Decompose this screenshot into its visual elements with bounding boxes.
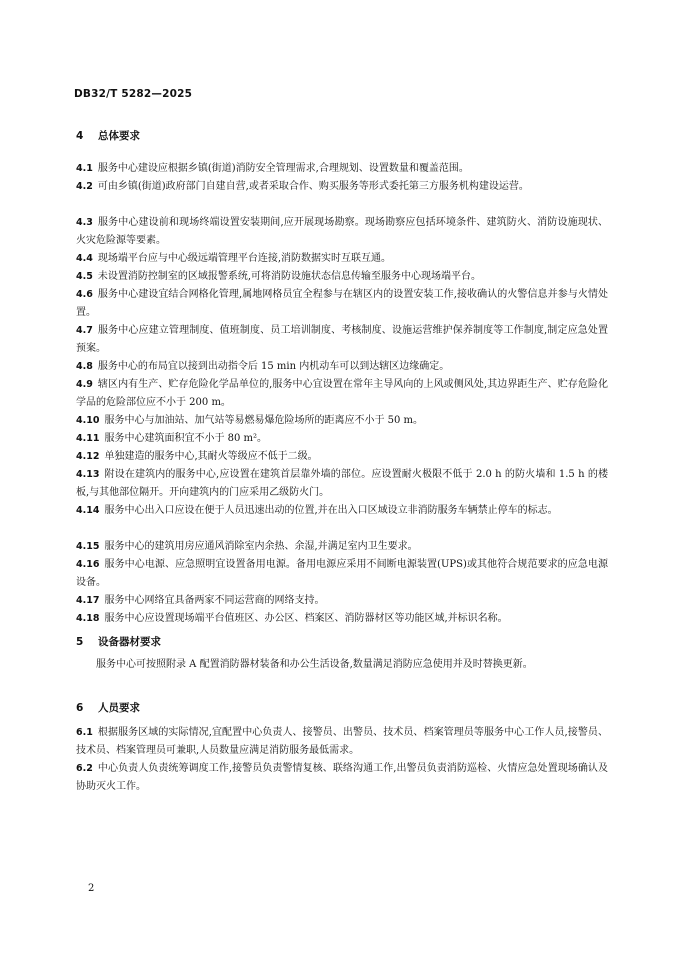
clause-number: 4.7 <box>76 325 93 336</box>
clause-4-6 <box>76 286 608 322</box>
clause-4-7 <box>76 322 608 358</box>
clause-number: 4.1 <box>76 163 93 174</box>
clause-text: 服务中心的布局宜以接到出动指令后 15 min 内机动车可以到达辖区边缘确定。 <box>97 361 450 372</box>
clause-number: 4.5 <box>76 271 93 282</box>
clause-number: 6.2 <box>76 763 93 774</box>
clause-text: 服务中心应设置现场端平台值班区、办公区、档案区、消防器材区等功能区域,并标识名称。 <box>104 613 508 624</box>
page-number: 2 <box>88 883 95 894</box>
clause-text: 根据服务区域的实际情况,宜配置中心负责人、接警员、出警员、技术员、档案管理员等服务中心工作人员,接警员、技术员、档案管理员可兼职,人员数量应满足消防服务最低需求。 <box>76 727 608 756</box>
clause-text: 服务中心电源、应急照明宜设置备用电源。备用电源应采用不间断电源装置(UPS)或其他符合规范要求的应急电源设备。 <box>76 559 608 588</box>
clause-4-18 <box>76 610 608 628</box>
clause-text: 服务中心与加油站、加气站等易燃易爆危险场所的距离应不小于 50 m。 <box>104 415 424 426</box>
clause-number: 4.12 <box>76 451 100 462</box>
clause-number: 4.4 <box>76 253 93 264</box>
clause-number: 4.17 <box>76 595 100 606</box>
clause-number: 4.15 <box>76 541 100 552</box>
section-title: 总体要求 <box>98 130 140 142</box>
clause-text: 单独建造的服务中心,其耐火等级应不低于二级。 <box>104 451 318 462</box>
clause-4-1 <box>76 160 608 178</box>
clause-number: 4.13 <box>76 469 100 480</box>
clause-6-1 <box>76 724 608 760</box>
clause-6-2 <box>76 760 608 796</box>
clause-text: 服务中心的建筑用房应通风消除室内余热、余湿,并满足室内卫生要求。 <box>104 541 418 552</box>
section-5-paragraph: 服务中心可按照附录 A 配置消防器材装备和办公生活设备,数量满足消防应急使用并及时替换更新。 <box>96 659 533 670</box>
clause-text: 服务中心出入口应设在便于人员迅速出动的位置,并在出入口区域设立非消防服务车辆禁止停车的标志。 <box>104 505 558 516</box>
clause-text: 中心负责人负责统筹调度工作,接警员负责警情复核、联络沟通工作,出警员负责消防巡检、火情应急处置现场确认及协助灭火工作。 <box>76 763 608 792</box>
section-number: 5 <box>76 636 84 648</box>
clause-text: 服务中心建设应根据乡镇(街道)消防安全管理需求,合理规划、设置数量和覆盖范围。 <box>97 163 469 174</box>
clause-4-5 <box>76 268 608 286</box>
clause-4-15 <box>76 538 608 556</box>
clause-4-14 <box>76 502 608 520</box>
section-title: 设备器材要求 <box>98 636 161 648</box>
clause-text: 服务中心网络宜具备两家不同运营商的网络支持。 <box>104 595 325 606</box>
clause-4-13 <box>76 466 608 502</box>
clause-text: 可由乡镇(街道)政府部门自建自营,或者采取合作、购买服务等形式委托第三方服务机构建设运营。 <box>97 181 529 192</box>
clause-text: 服务中心应建立管理制度、值班制度、员工培训制度、考核制度、设施运营维护保养制度等工作制度,制定应急处置预案。 <box>76 325 608 354</box>
section-5-heading <box>76 634 161 649</box>
clause-number: 4.14 <box>76 505 100 516</box>
clause-number: 4.16 <box>76 559 100 570</box>
clause-4-12 <box>76 448 608 466</box>
clause-number: 4.18 <box>76 613 100 624</box>
clause-text: 辖区内有生产、贮存危险化学品单位的,服务中心宜设置在常年主导风向的上风或侧风处,其边界距生产、贮存危险化学品的危险部位应不小于 200 m。 <box>76 379 608 408</box>
clause-4-10 <box>76 412 608 430</box>
clause-text: 未设置消防控制室的区域报警系统,可将消防设施状态信息传输至服务中心现场端平台。 <box>97 271 482 282</box>
clause-4-8 <box>76 358 608 376</box>
section-title: 人员要求 <box>98 702 140 714</box>
clause-number: 4.6 <box>76 289 93 300</box>
clause-number: 4.10 <box>76 415 100 426</box>
clause-4-17 <box>76 592 608 610</box>
clause-text: 服务中心建设前和现场终端设置安装期间,应开展现场勘察。现场勘察应包括环境条件、建筑防火、消防设施现状、火灾危险源等要素。 <box>76 217 608 246</box>
clause-number: 4.11 <box>76 433 100 444</box>
clause-4-11 <box>76 430 608 448</box>
clause-4-3 <box>76 214 608 250</box>
clause-number: 4.3 <box>76 217 93 228</box>
clause-4-2 <box>76 178 608 196</box>
standard-number: DB32/T 5282—2025 <box>74 88 193 100</box>
clause-text: 服务中心建设宜结合网格化管理,属地网格员宜全程参与在辖区内的设置安装工作,接收确认的火警信息并参与火情处置。 <box>76 289 608 318</box>
section-number: 6 <box>76 702 84 714</box>
clause-number: 4.2 <box>76 181 93 192</box>
clause-text: 附设在建筑内的服务中心,应设置在建筑首层靠外墙的部位。应设置耐火极限不低于 2.0 h 的防火墙和 1.5 h 的楼板,与其他部位隔开。开向建筑内的门应采用乙级防火门。 <box>76 469 608 498</box>
clause-number: 6.1 <box>76 727 93 738</box>
clause-text: 现场端平台应与中心级远端管理平台连接,消防数据实时互联互通。 <box>97 253 392 264</box>
clause-4-4 <box>76 250 608 268</box>
clause-number: 4.8 <box>76 361 93 372</box>
clause-text: 服务中心建筑面积宜不小于 80 m²。 <box>104 433 268 444</box>
clause-number: 4.9 <box>76 379 93 390</box>
clause-4-16 <box>76 556 608 592</box>
section-number: 4 <box>76 130 84 142</box>
section-6-heading <box>76 700 140 715</box>
clause-4-9 <box>76 376 608 412</box>
section-4-heading <box>76 128 140 143</box>
